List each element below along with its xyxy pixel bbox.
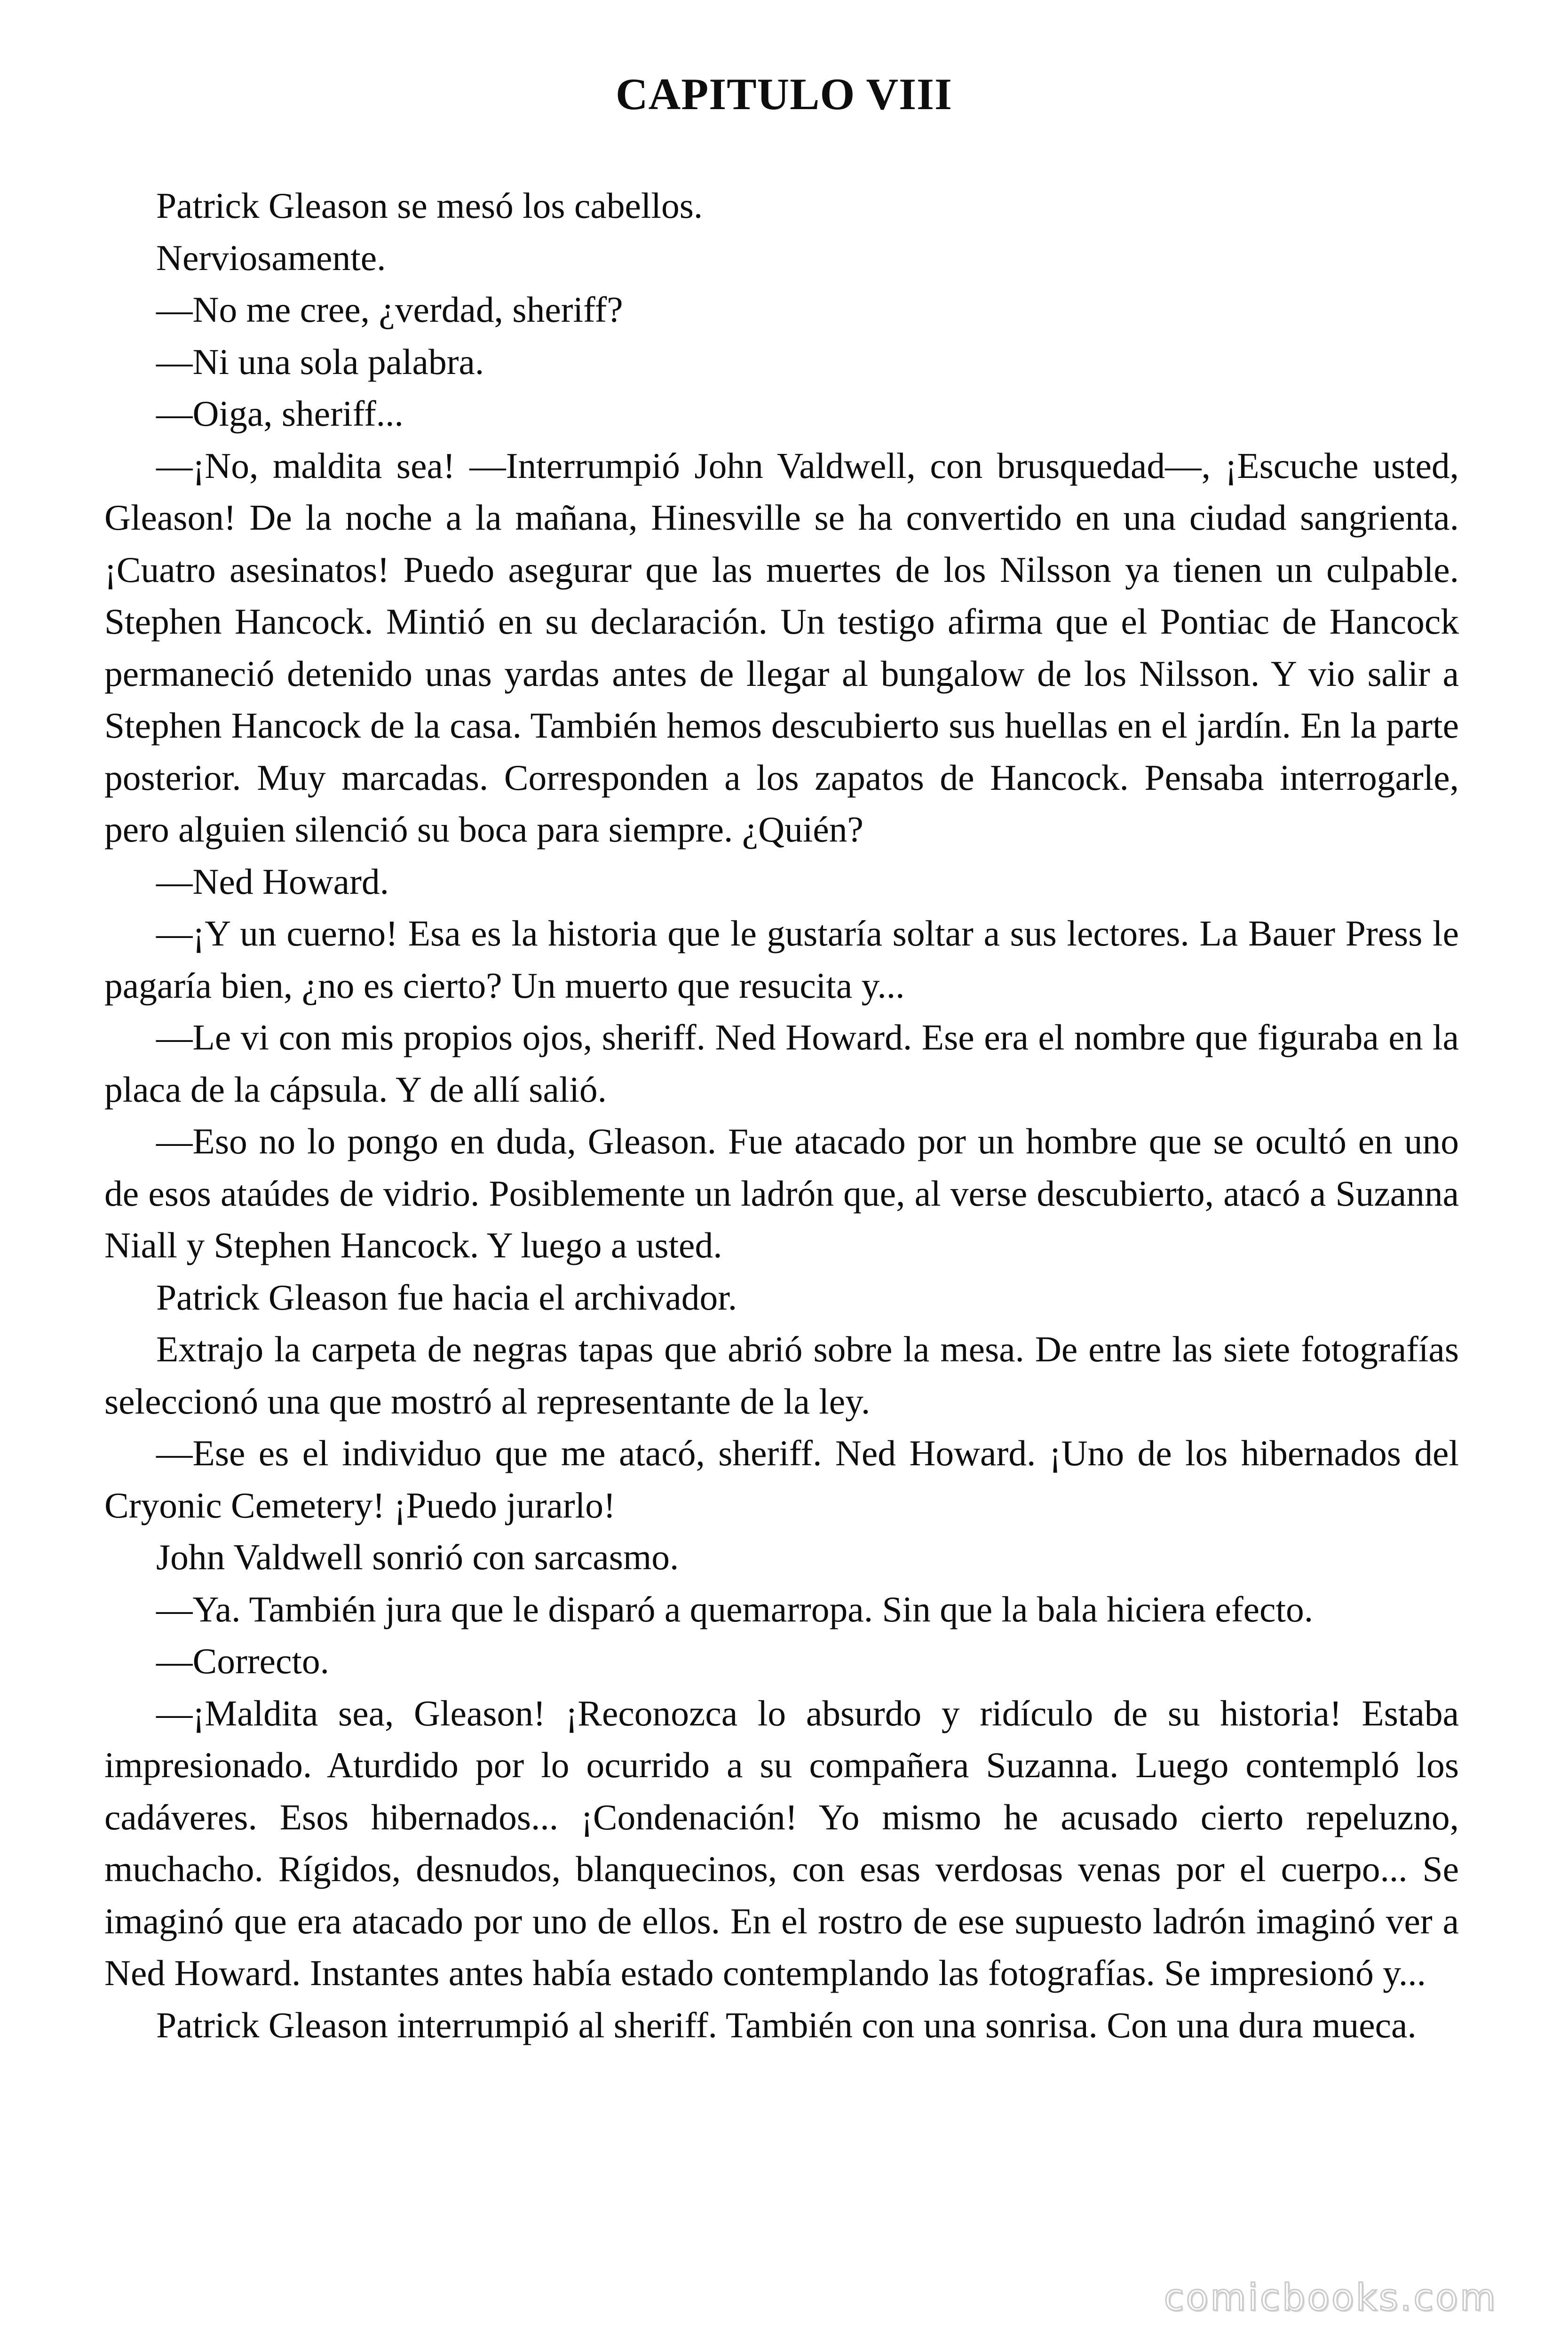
paragraph: Patrick Gleason fue hacia el archivador. [156, 1277, 737, 1318]
paragraph: —¡Y un cuerno! Esa es la historia que le gustaría soltar a sus lectores. La Bauer Press le pagaría bien, ¿no es cierto? Un muerto que resucita y... [104, 913, 1459, 1006]
paragraph: —Le vi con mis propios ojos, sheriff. Ned Howard. Ese era el nombre que figuraba en la placa de la cápsula. Y de allí salió. [104, 1017, 1459, 1110]
paragraph: John Valdwell sonrió con sarcasmo. [156, 1537, 679, 1577]
paragraph: —No me cree, ¿verdad, sheriff? [156, 289, 623, 330]
watermark: comicbooks.com [1164, 2277, 1497, 2319]
paragraph: —Ya. También jura que le disparó a quemarropa. Sin que la bala hiciera efecto. [156, 1589, 1314, 1629]
paragraph: —¡Maldita sea, Gleason! ¡Reconozca lo absurdo y ridículo de su historia! Estaba impresionado. Aturdido por lo ocurrido a su compañera Suzanna. Luego contempló los cadáveres. Esos hibernados... ¡Condenación! Yo mismo he acusado cierto repeluzno, muchacho. Rígidos, desnudos, blanquecinos, con esas verdosas venas por el cuerpo... Se imaginó que era atacado por uno de ellos. En el rostro de ese supuesto ladrón imaginó ver a Ned Howard. Instantes antes había estado contemplando las fotografías. Se impresionó y... [104, 1692, 1459, 1993]
paragraph: —Eso no lo pongo en duda, Gleason. Fue atacado por un hombre que se ocultó en uno de esos ataúdes de vidrio. Posiblemente un ladrón que, al verse descubierto, atacó a Suzanna Niall y Stephen Hancock. Y luego a usted. [104, 1121, 1459, 1265]
paragraph: —Oiga, sheriff... [156, 393, 404, 434]
paragraph: —¡No, maldita sea! —Interrumpió John Valdwell, con brusquedad—, ¡Escuche usted, Gleason! De la noche a la mañana, Hinesville se ha convertido en una ciudad sangrienta. ¡Cuatro asesinatos! Puedo asegurar que las muertes de los Nilsson ya tienen un culpable. Stephen Hancock. Mintió en su declaración. Un testigo afirma que el Pontiac de Hancock permaneció detenido unas yardas antes de llegar al bungalow de los Nilsson. Y vio salir a Stephen Hancock de la casa. También hemos descubierto sus huellas en el jardín. En la parte posterior. Muy marcadas. Corresponden a los zapatos de Hancock. Pensaba interrogarle, pero alguien silenció su boca para siempre. ¿Quién? [104, 445, 1459, 850]
chapter-title: CAPITULO VIII [616, 69, 952, 119]
paragraph: —Ni una sola palabra. [156, 341, 484, 382]
paragraph: Nerviosamente. [156, 237, 386, 278]
paragraph: —Correcto. [156, 1641, 330, 1681]
paragraph: Patrick Gleason se mesó los cabellos. [156, 185, 703, 226]
paragraph: —Ese es el individuo que me atacó, sheriff. Ned Howard. ¡Uno de los hibernados del Cryonic Cemetery! ¡Puedo jurarlo! [104, 1433, 1459, 1526]
chapter-body [104, 180, 1459, 2051]
paragraph: Extrajo la carpeta de negras tapas que abrió sobre la mesa. De entre las siete fotografías seleccionó una que mostró al representante de la ley. [104, 1329, 1459, 1422]
paragraph: Patrick Gleason interrumpió al sheriff. También con una sonrisa. Con una dura mueca. [156, 2004, 1417, 2045]
paragraph: —Ned Howard. [156, 861, 389, 902]
